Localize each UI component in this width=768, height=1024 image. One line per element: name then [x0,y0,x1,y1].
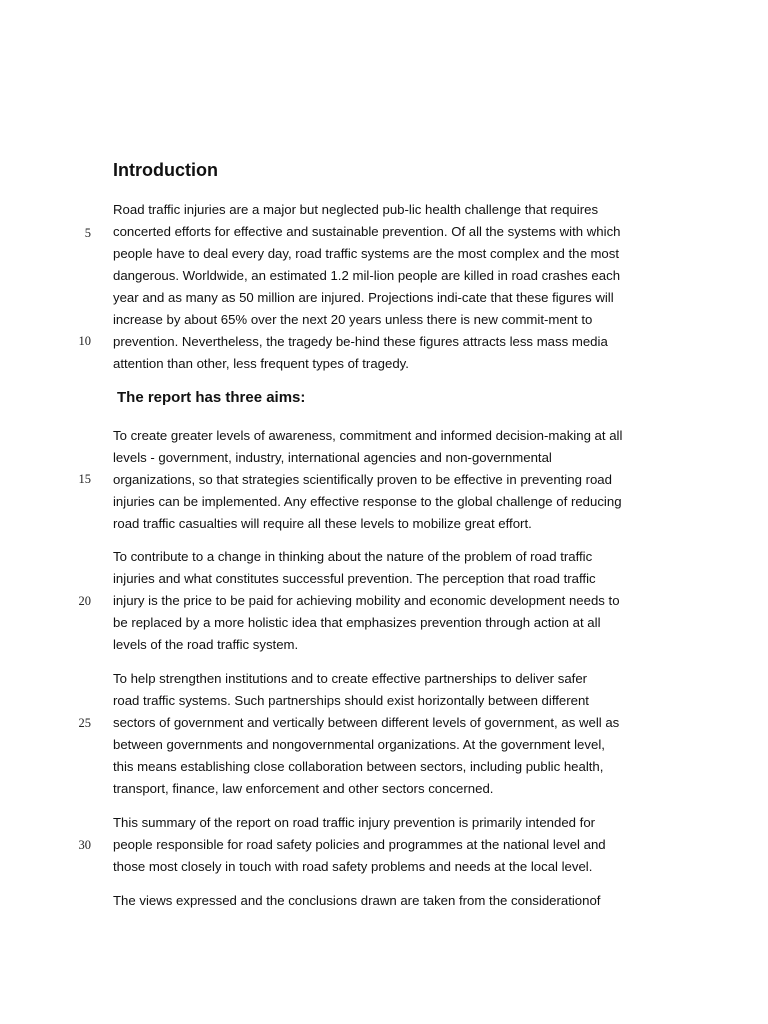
text-line: organizations, so that strategies scientifically proven to be effective in preventing road [113,472,612,487]
text-line: To contribute to a change in thinking about the nature of the problem of road traffic [113,549,593,564]
line-number: 10 [78,334,91,348]
heading-introduction: Introduction [113,160,218,180]
text-line: injuries can be implemented. Any effective response to the global challenge of reducing [113,494,622,509]
text-line: people responsible for road safety policies and programmes at the national level and [113,837,606,852]
heading-three-aims: The report has three aims: [117,389,306,406]
line-number: 25 [78,716,91,730]
text-line: concerted efforts for effective and sustainable prevention. Of all the systems with which [113,224,621,239]
text-line: injuries and what constitutes successful prevention. The perception that road traffic [113,571,596,586]
text-line: This summary of the report on road traffic injury prevention is primarily intended for [113,815,596,830]
text-line: road traffic casualties will require all these levels to mobilize great effort. [113,516,532,531]
text-line: between governments and nongovernmental organizations. At the government level, [113,737,605,752]
text-line: levels of the road traffic system. [113,637,299,652]
line-number: 5 [84,226,91,240]
line-number: 30 [78,838,91,852]
line-number: 20 [78,594,91,608]
text-line: sectors of government and vertically between different levels of government, as well as [113,715,620,730]
text-line: people have to deal every day, road traffic systems are the most complex and the most [113,246,620,261]
text-line: increase by about 65% over the next 20 years unless there is new commit-ment to [113,312,593,327]
text-line: this means establishing close collaboration between sectors, including public health, [113,759,604,774]
text-line: road traffic systems. Such partnerships should exist horizontally between different [113,693,589,708]
text-line: year and as many as 50 million are injured. Projections indi-cate that these figures will [113,290,614,305]
text-line: Road traffic injuries are a major but neglected pub-lic health challenge that requires [113,202,599,217]
text-line: prevention. Nevertheless, the tragedy be-hind these figures attracts less mass media [113,334,608,349]
text-line: injury is the price to be paid for achieving mobility and economic development needs to [113,593,620,608]
text-line: To help strengthen institutions and to create effective partnerships to deliver safer [113,671,588,686]
text-line: The views expressed and the conclusions drawn are taken from the considerationof [113,893,601,908]
text-line: transport, finance, law enforcement and other sectors concerned. [113,781,494,796]
text-line: dangerous. Worldwide, an estimated 1.2 mil-lion people are killed in road crashes each [113,268,621,283]
text-line: levels - government, industry, international agencies and non-governmental [113,450,552,465]
text-line: To create greater levels of awareness, commitment and informed decision-making at all [113,428,623,443]
text-line: attention than other, less frequent types of tragedy. [113,356,409,371]
text-line: be replaced by a more holistic idea that emphasizes prevention through action at all [113,615,601,630]
line-number: 15 [78,472,91,486]
text-line: those most closely in touch with road safety problems and needs at the local level. [113,859,593,874]
